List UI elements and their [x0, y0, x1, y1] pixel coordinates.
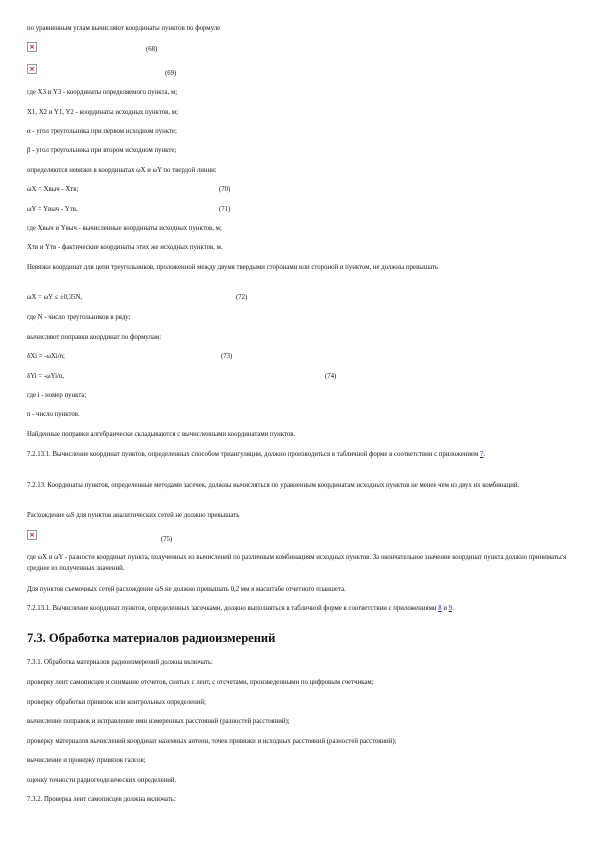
paragraph: Расхождение ωS для пунктов аналитических сетей не должно превышать [27, 512, 240, 519]
formula-line: ωX = ωY ≤ ±0,35N, [27, 294, 83, 301]
paragraph-text: 7.2.13.1. Вычисление координат пунктов, определенных засечками, должно выполняться в табличной форме в соответствии с приложениями [27, 605, 439, 612]
paragraph: по уравненным углам вычисляют координаты пунктов по формуле [27, 25, 221, 32]
appendix-9-link[interactable]: 9 [448, 605, 453, 612]
formula-line: ωX = Xвыч - Xтв; [27, 186, 79, 193]
paragraph: вычисление поправок и исправление ими измеренных расстояний (разностей расстояний); [27, 718, 290, 725]
paragraph: Найденные поправки алгебраически складываются с вычисленными координатами пунктов. [27, 431, 296, 438]
formula-number: (71) [219, 206, 231, 213]
formula-number: (69) [165, 70, 177, 77]
paragraph: β - угол треугольника при втором исходном пункте; [27, 147, 177, 154]
paragraph: вычисляют поправки координат по формулам: [27, 334, 162, 341]
paragraph: определяются невязки в координатах ωX и ωY по твердой линии: [27, 167, 217, 174]
paragraph [27, 603, 572, 614]
paragraph: где i - номер пункта; [27, 392, 87, 399]
paragraph: X1, X2 и Y1, Y2 - координаты исходных пунктов, м; [27, 109, 178, 116]
paragraph: проверку материалов вычислений координат наземных антенн, точек привязки и исходных расстояний (разностей расстояний); [27, 738, 397, 745]
formula-line: ωY = Yвыч - Yтв, [27, 206, 78, 213]
paragraph: Xтв и Yтв - фактические координаты этих же исходных пунктов, м. [27, 244, 223, 251]
broken-image-icon: × [27, 42, 37, 52]
formula-number: (70) [219, 186, 231, 193]
paragraph: где Xвыч и Yвыч - вычисленные координаты исходных пунктов, м; [27, 225, 222, 232]
formula-number: (73) [221, 353, 233, 360]
paragraph-text: 7.2.13.1. Вычисление координат пунктов, определенных способом триангуляции, должно производиться в табличной форме в соответствии с приложением [27, 451, 481, 458]
paragraph [27, 449, 572, 460]
paragraph: 7.3.1. Обработка материалов радиоизмерений должна включать: [27, 659, 213, 666]
broken-image-icon: × [27, 64, 37, 74]
formula-line: δYi = -ωYi/n, [27, 373, 65, 380]
paragraph-text: и [441, 605, 449, 612]
appendix-8-link[interactable]: 8 [438, 605, 442, 612]
paragraph: n - число пунктов. [27, 411, 80, 418]
formula-line: δXi = -ωXi/n; [27, 353, 65, 360]
paragraph: где N - число треугольников в ряду; [27, 314, 131, 321]
section-heading: 7.3. Обработка материалов радиоизмерений [27, 631, 276, 645]
paragraph: где ωX и ωY - разности координат пункта, полученных из вычислений по различным комбинациям исходных пунктов. За окончательное значение координат пункта должно приниматься среднее из полученных значений. [27, 554, 567, 572]
paragraph: проверку обработки привязок или контрольных определений; [27, 699, 206, 706]
paragraph: где X3 и Y3 - координаты определяемого пункта, м; [27, 89, 178, 96]
paragraph: Для пунктов съемочных сетей расхождение ωS не должно превышать 0,2 мм в масштабе отчетного планшета. [27, 586, 346, 593]
paragraph: 7.2.13. Координаты пунктов, определенные методами засечек, должны вычисляться по уравненным координатам исходных пунктов не менее чем из двух их комбинаций. [27, 482, 520, 489]
broken-image-icon: × [27, 530, 37, 540]
paragraph: 7.3.2. Проверка лент самописцев должна включать: [27, 796, 176, 803]
formula-number: (68) [146, 46, 158, 53]
paragraph: Невязки координат для цепи треугольников, проложенной между двумя твердыми сторонами или стороной и пунктом, не должны превышать [27, 264, 438, 271]
paragraph-text: . [483, 451, 486, 458]
paragraph: вычисление и проверку привязок галсов; [27, 757, 146, 764]
appendix-7-link[interactable]: 7 [480, 451, 484, 458]
paragraph: проверку лент самописцев и снимание отсчетов, снятых с лент, с отсчетами, произведенными по цифровым счетчикам; [27, 679, 374, 686]
paragraph: оценку точности радиогеодезических определений. [27, 777, 177, 784]
formula-number: (72) [236, 294, 248, 301]
formula-number: (74) [325, 373, 337, 380]
formula-number: (75) [161, 536, 173, 543]
paragraph: α - угол треугольника при первом исходном пункте; [27, 128, 177, 135]
paragraph-text: . [452, 605, 454, 612]
